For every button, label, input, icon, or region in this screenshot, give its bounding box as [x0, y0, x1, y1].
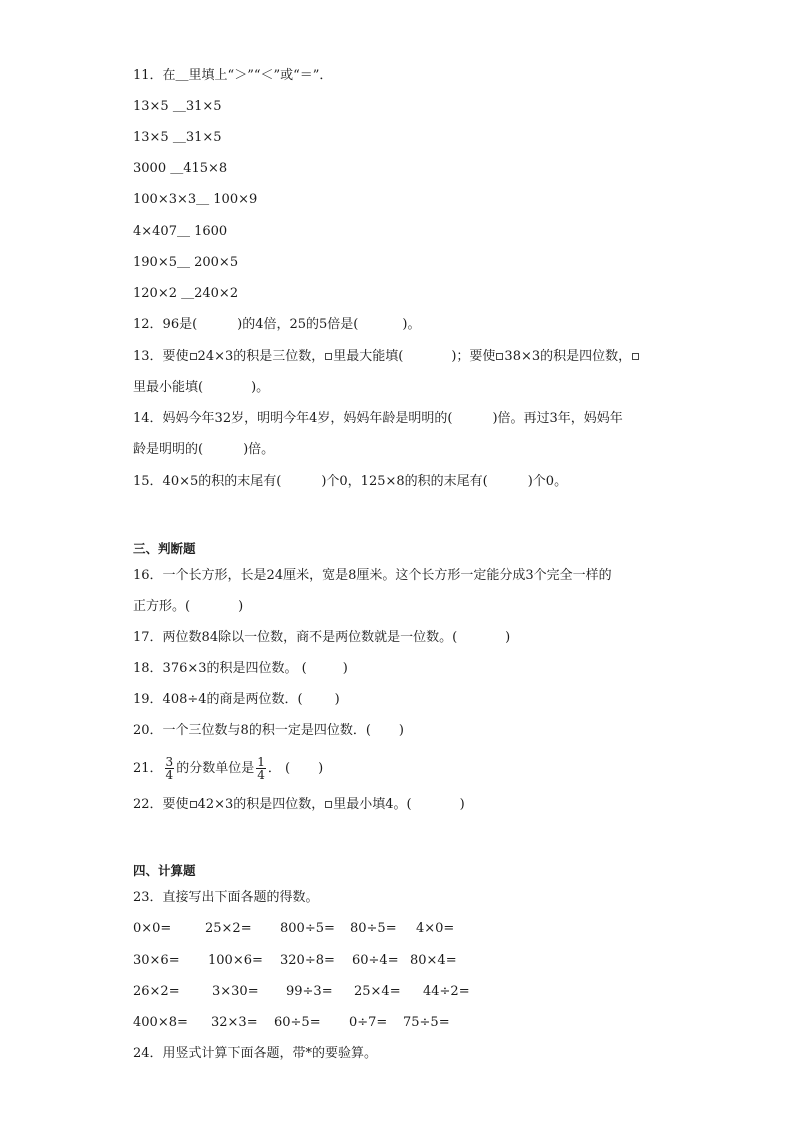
calc-item: 320÷8=: [280, 953, 335, 968]
calc-item: 80÷5=: [350, 921, 397, 936]
question-13-line1: 13．要使 24×3的积是三位数， 里最大能填( )；要使 38×3的积是四位数，: [133, 347, 640, 367]
calc-item: 80×4=: [410, 953, 457, 968]
calc-item: 30×6=: [133, 953, 180, 968]
fraction-one-quarter: $\frac{1}{4}$: [257, 755, 265, 782]
question-14-line2: 龄是明明的( )倍。: [133, 442, 275, 457]
calc-item: 0×0=: [133, 921, 172, 936]
question-24: 24．用竖式计算下面各题，带*的要验算。: [133, 1046, 378, 1061]
calc-item: 99÷3=: [286, 984, 333, 999]
compare-item: 13×5 ＿31×5: [133, 130, 222, 145]
question-19: 19．408÷4的商是两位数．( ): [133, 692, 340, 707]
calc-item: 32×3=: [211, 1015, 258, 1030]
digit-box-icon: [496, 353, 503, 360]
question-14-line1: 14．妈妈今年32岁，明明今年4岁，妈妈年龄是明明的( )倍。再过3年，妈妈年: [133, 411, 623, 426]
calc-item: 25×2=: [205, 921, 252, 936]
question-18: 18．376×3的积是四位数。 ( ): [133, 661, 348, 676]
digit-box-icon: [190, 801, 197, 808]
question-17: 17．两位数84除以一位数，商不是两位数就是一位数。( ): [133, 630, 511, 645]
calc-item: 75÷5=: [403, 1015, 450, 1030]
compare-item: 100×3×3＿ 100×9: [133, 192, 258, 207]
question-21: 21． $\frac{3}{4}$ 的分数单位是 $\frac{1}{4}$ ． ( ): [133, 755, 324, 782]
calc-item: 25×4=: [354, 984, 401, 999]
calc-item: 400×8=: [133, 1015, 188, 1030]
compare-item: 120×2 ＿240×2: [133, 286, 239, 301]
calc-item: 60÷5=: [274, 1015, 321, 1030]
digit-box-icon: [325, 353, 332, 360]
calc-item: 26×2=: [133, 984, 180, 999]
question-23-title: 23．直接写出下面各题的得数。: [133, 890, 319, 905]
calc-item: 0÷7=: [349, 1015, 388, 1030]
question-11-title: 11．在＿里填上“＞”“＜”或“＝”．: [133, 68, 333, 83]
compare-item: 13×5 ＿31×5: [133, 99, 222, 114]
compare-item: 4×407＿ 1600: [133, 224, 228, 239]
question-20: 20．一个三位数与8的积一定是四位数．( ): [133, 723, 404, 738]
digit-box-icon: [632, 353, 639, 360]
calc-item: 44÷2=: [423, 984, 470, 999]
digit-box-icon: [190, 353, 197, 360]
compare-item: 3000 ＿415×8: [133, 161, 228, 176]
digit-box-icon: [325, 801, 332, 808]
compare-item: 190×5＿ 200×5: [133, 255, 239, 270]
question-15: 15．40×5的积的末尾有( )个0，125×8的积的末尾有( )个0。: [133, 474, 568, 489]
section-heading-calculation: 四、计算题: [133, 863, 196, 878]
question-22: 22．要使 42×3的积是四位数， 里最小填4。( ): [133, 797, 465, 812]
fraction-three-quarters: $\frac{3}{4}$: [165, 755, 174, 782]
calc-item: 100×6=: [208, 953, 263, 968]
question-16-line2: 正方形。( ): [133, 599, 244, 614]
section-heading-judgement: 三、判断题: [133, 541, 196, 556]
calc-item: 60÷4=: [352, 953, 399, 968]
question-12: 12．96是( )的4倍，25的5倍是( )。: [133, 317, 421, 332]
question-16-line1: 16．一个长方形，长是24厘米，宽是8厘米。这个长方形一定能分成3个完全一样的: [133, 568, 612, 583]
calc-item: 3×30=: [212, 984, 259, 999]
calc-item: 800÷5=: [280, 921, 335, 936]
question-13-line2: 里最小能填( )。: [133, 380, 270, 395]
calc-item: 4×0=: [416, 921, 455, 936]
